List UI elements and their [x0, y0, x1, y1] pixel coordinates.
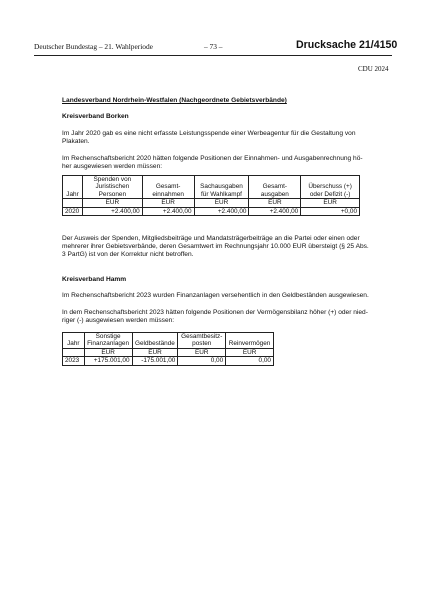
document-number: Drucksache 21/4150	[296, 39, 398, 51]
column-header: Gesamt- einnahmen	[142, 176, 194, 199]
value-cell: +2.400,00	[142, 207, 194, 215]
value-cell: +175.001,00	[84, 357, 132, 365]
value-cell: 0,00	[178, 357, 226, 365]
unit-cell: EUR	[82, 199, 142, 207]
borken-paragraph-1-line-2: Plakaten.	[62, 138, 90, 145]
unit-cell: EUR	[226, 348, 274, 356]
value-cell: 0,00	[226, 357, 274, 365]
party-year-label: CDU 2024	[358, 65, 389, 73]
table-header-row	[63, 176, 360, 199]
borken-paragraph-3-line-3: 3 PartG) ist von der Korrektur nicht betroffen.	[62, 251, 194, 258]
unit-cell: EUR	[194, 199, 249, 207]
column-header: Sachausgaben für Wahlkampf	[194, 176, 249, 199]
borken-paragraph-3-line-1: Der Ausweis der Spenden, Mitgliedsbeiträge und Mandatsträgerbeiträge an die Partei oder einen oder	[62, 235, 360, 242]
value-cell: +2.400,00	[194, 207, 249, 215]
value-cell: +0,00	[301, 207, 360, 215]
year-cell: 2023	[63, 357, 85, 365]
unit-cell: EUR	[249, 199, 301, 207]
borken-title: Kreisverband Borken	[62, 113, 129, 120]
borken-paragraph-2-line-2: her ausgewiesen werden müssen:	[62, 163, 163, 170]
borken-paragraph-1-line-1: Im Jahr 2020 gab es eine nicht erfasste Leistungsspende einer Werbeagentur für die Gestaltung von	[62, 130, 356, 137]
hamm-table	[62, 332, 274, 366]
hamm-title: Kreisverband Hamm	[62, 276, 127, 283]
unit-cell: EUR	[132, 348, 178, 356]
column-header: Jahr	[63, 176, 83, 199]
borken-table	[62, 175, 360, 216]
table-unit-row	[63, 199, 360, 207]
header-left: Deutscher Bundestag – 21. Wahlperiode	[34, 42, 153, 51]
column-header: Reinvermögen	[226, 333, 274, 349]
unit-cell: EUR	[84, 348, 132, 356]
hamm-paragraph-2-line-1: In dem Rechenschaftsbericht 2023 hätten folgende Positionen der Vermögensbilanz höher (+) oder nied-	[62, 309, 368, 316]
header-rule	[34, 55, 392, 56]
column-header: Sonstige Finanzanlagen	[84, 333, 132, 349]
column-header: Spenden von Juristischen Personen	[82, 176, 142, 199]
table-row	[63, 357, 274, 365]
value-cell: -175.001,00	[132, 357, 178, 365]
value-cell: +2.400,00	[82, 207, 142, 215]
table-unit-row	[63, 348, 274, 356]
column-header: Überschuss (+) oder Defizit (-)	[301, 176, 360, 199]
borken-paragraph-2-line-1: Im Rechenschaftsbericht 2020 hätten folgende Positionen der Einnahmen- und Ausgabenrechnung hö-	[62, 155, 363, 162]
table-row	[63, 207, 360, 215]
column-header: Jahr	[63, 333, 85, 349]
page-number: – 73 –	[204, 42, 223, 51]
value-cell: +2.400,00	[249, 207, 301, 215]
borken-paragraph-3-line-2: mehrerer ihrer Gebietsverbände, deren Gesamtwert im Rechnungsjahr 10.000 EUR übersteigt (§ 25 Abs.	[62, 243, 369, 250]
hamm-paragraph-2-line-2: riger (-) ausgewiesen werden müssen:	[62, 317, 175, 324]
unit-cell	[63, 348, 85, 356]
year-cell: 2020	[63, 207, 83, 215]
table-header-row	[63, 333, 274, 349]
section-title: Landesverband Nordrhein-Westfalen (Nachgeordnete Gebietsverbände)	[62, 97, 287, 104]
column-header: Gesamtbesitz- posten	[178, 333, 226, 349]
hamm-paragraph-1: Im Rechenschaftsbericht 2023 wurden Finanzanlagen versehentlich in den Geldbeständen ausgewiesen.	[62, 292, 369, 299]
unit-cell: EUR	[142, 199, 194, 207]
column-header: Gesamt- ausgaben	[249, 176, 301, 199]
unit-cell	[63, 199, 83, 207]
unit-cell: EUR	[178, 348, 226, 356]
column-header: Geldbestände	[132, 333, 178, 349]
unit-cell: EUR	[301, 199, 360, 207]
